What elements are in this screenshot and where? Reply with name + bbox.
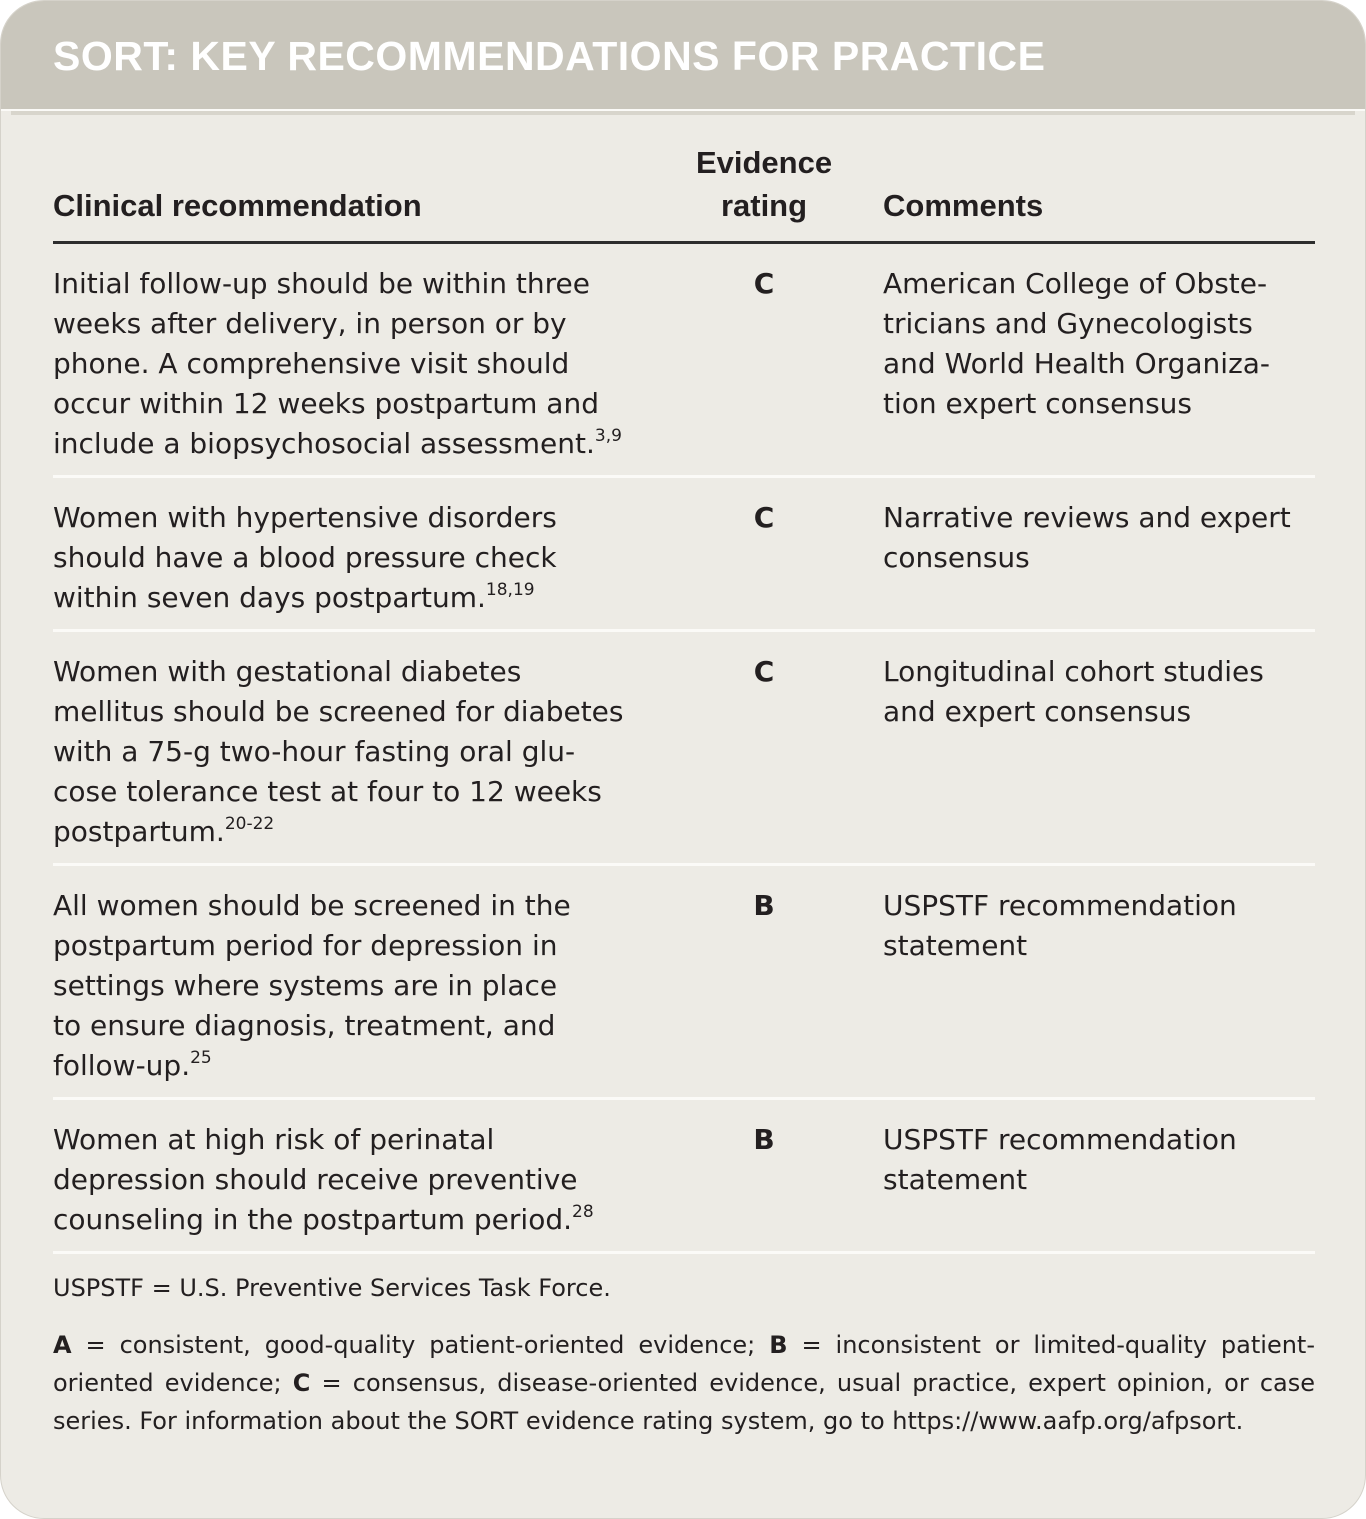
recommendation-text: Women at high risk of perinatal depression should receive preventive counseling in the postpartum period. xyxy=(53,1123,578,1236)
rating-cell: B xyxy=(753,1123,775,1156)
comments-cell: Narrative reviews and expert consensus xyxy=(883,501,1291,574)
column-header-evidence-rating xyxy=(683,141,845,227)
comments-cell: USPSTF recommendation statement xyxy=(883,1123,1237,1196)
card-title: SORT: KEY RECOMMENDATIONS FOR PRACTICE xyxy=(53,33,1046,79)
key-text-c: = consensus, disease-oriented evidence, usual practice, expert opinion, or case series. For information about the SORT evidence rating system, go to https://www.aafp.org/afpsort. xyxy=(53,1369,1315,1435)
recommendations-table xyxy=(53,141,1315,1254)
rating-cell: C xyxy=(753,655,775,688)
recommendation-cell xyxy=(53,886,571,1086)
recommendation-text: Women with gestational diabetes mellitus should be screened for diabetes with a 75-g two-hour fasting oral glu- cose tolerance test at four to 12 weeks postpartum. xyxy=(53,655,624,848)
rating-cell: C xyxy=(753,267,775,300)
recommendation-cell xyxy=(53,264,622,464)
key-text-a: = consistent, good-quality patient-oriented evidence; xyxy=(71,1331,770,1359)
reference-superscript: 28 xyxy=(572,1202,594,1222)
recommendation-cell xyxy=(53,652,624,852)
table-row xyxy=(53,244,1315,478)
table-header xyxy=(53,141,1315,244)
rating-cell: B xyxy=(753,889,775,922)
key-letter-b: B xyxy=(769,1331,788,1359)
recommendation-text: Women with hypertensive disorders should have a blood pressure check within seven days postpartum. xyxy=(53,501,557,614)
recommendation-text: All women should be screened in the postpartum period for depression in settings where systems are in place to ensure diagnosis, treatment, and follow-up. xyxy=(53,889,571,1082)
reference-superscript: 18,19 xyxy=(485,580,535,600)
reference-superscript: 20-22 xyxy=(224,814,275,834)
comments-cell: USPSTF recommendation statement xyxy=(883,889,1237,962)
table-row xyxy=(53,1100,1315,1254)
recommendation-cell xyxy=(53,498,557,618)
recommendation-cell xyxy=(53,1120,594,1240)
comments-cell: Longitudinal cohort studies and expert consensus xyxy=(883,655,1264,728)
recommendation-text: Initial follow-up should be within three weeks after delivery, in person or by phone. A comprehensive visit should occur within 12 weeks postpartum and include a biopsychosocial assessment. xyxy=(53,267,599,460)
card-header xyxy=(1,1,1365,111)
reference-superscript: 3,9 xyxy=(594,426,622,446)
rating-cell: C xyxy=(753,501,775,534)
key-letter-a: A xyxy=(53,1331,72,1359)
comments-cell: American College of Obste- tricians and Gynecologists and World Health Organiza- tion expert consensus xyxy=(883,267,1271,420)
evidence-key-footnote xyxy=(53,1326,1315,1440)
table-row xyxy=(53,632,1315,866)
table-row xyxy=(53,866,1315,1100)
column-header-recommendation: Clinical recommendation xyxy=(53,188,422,223)
reference-superscript: 25 xyxy=(190,1048,212,1068)
key-text-b: = inconsistent or limited-quality patient-oriented evidence; xyxy=(53,1331,1316,1397)
abbreviation-footnote: USPSTF = U.S. Preventive Services Task Force. xyxy=(53,1274,611,1302)
key-letter-c: C xyxy=(292,1369,311,1397)
column-header-rating-line1: Evidence xyxy=(695,145,833,180)
column-header-rating-line2: rating xyxy=(720,188,808,223)
column-header-comments: Comments xyxy=(883,188,1044,223)
table-row xyxy=(53,478,1315,632)
